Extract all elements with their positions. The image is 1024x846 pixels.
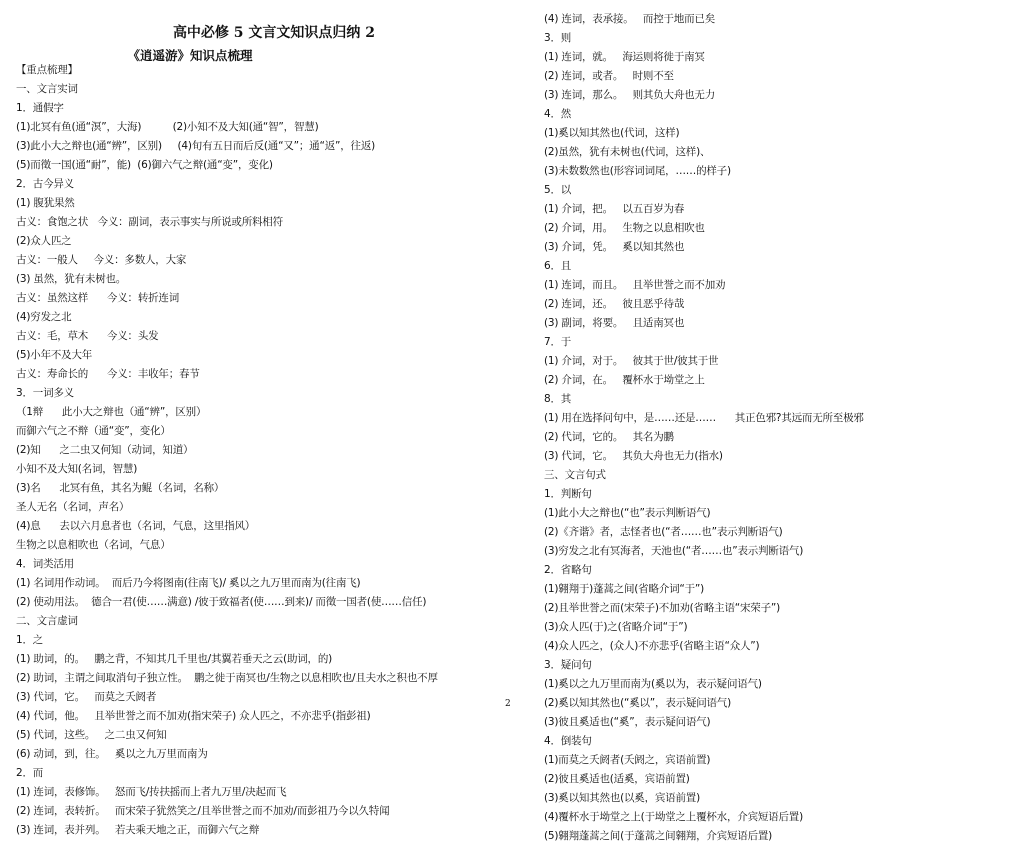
- text-line: (3)众人匹(于)之(省略介词“于”): [544, 621, 688, 633]
- text-line: 2．古今异义: [16, 178, 74, 190]
- text-line: (4)穷发之北: [16, 311, 72, 323]
- page-number: 2: [505, 699, 511, 709]
- text-line: (5)而徵一国(通“耐”，能) (6)御六气之辩(通“变”，变化): [16, 159, 273, 171]
- text-line: 6．且: [544, 260, 572, 272]
- text-line: (2)知 之二虫又何知（动词，知道）: [16, 444, 194, 456]
- text-line: (3)名 北冥有鱼，其名为鲲（名词，名称）: [16, 482, 225, 494]
- text-line: 二、文言虚词: [16, 615, 78, 627]
- text-line: (1) 连词，表修饰。 怒而飞/抟扶摇而上者九万里/决起而飞: [16, 786, 287, 798]
- text-line: (1) 用在选择问句中，是……还是…… 其正色邪?其远而无所至极邪: [544, 412, 864, 424]
- text-line: (1) 连词，就。 海运则将徙于南冥: [544, 51, 705, 63]
- text-line: (3)穷发之北有冥海者，天池也(“者……也”表示判断语气): [544, 545, 804, 557]
- text-line: 生物之以息相吹也（名词，气息）: [16, 539, 171, 551]
- text-line: (4)众人匹之，(众人)不亦悲乎(省略主语“众人”): [544, 640, 760, 652]
- text-line: (2) 介词，在。 覆杯水于坳堂之上: [544, 374, 705, 386]
- text-line: 古义：一般人 今义：多数人，大家: [16, 254, 187, 266]
- text-line: 三、文言句式: [544, 469, 606, 481]
- text-line: （1辩 此小大之辩也（通“辨”，区别）: [16, 406, 207, 418]
- text-line: 圣人无名（名词，声名）: [16, 501, 130, 513]
- text-line: 1．通假字: [16, 102, 64, 114]
- right-column-text: [544, 10, 864, 846]
- text-line: (2) 助词，主谓之间取消句子独立性。 鹏之徙于南冥也/生物之以息相吹也/且夫水之积也不厚: [16, 672, 438, 684]
- text-line: 3．则: [544, 32, 572, 44]
- text-line: (3) 连词，那么。 则其负大舟也无力: [544, 89, 716, 101]
- text-line: (5) 代词，这些。 之二虫又何知: [16, 729, 167, 741]
- text-line: (3)彼且奚适也(“奚”，表示疑问语气): [544, 716, 711, 728]
- text-line: (1) 助词，的。 鹏之背，不知其几千里也/其翼若垂天之云(助词，的): [16, 653, 333, 665]
- text-line: 3．一词多义: [16, 387, 74, 399]
- text-line: (4)覆杯水于坳堂之上(于坳堂之上覆杯水，介宾短语后置): [544, 811, 803, 823]
- text-line: (2)众人匹之: [16, 235, 72, 247]
- text-line: (3) 代词，它。 而莫之夭阏者: [16, 691, 157, 703]
- text-line: (2)奚以知其然也(“奚以”，表示疑问语气): [544, 697, 732, 709]
- text-line: (2)《齐谐》者，志怪者也(“者……也”表示判断语气): [544, 526, 783, 538]
- text-line: 4．词类活用: [16, 558, 74, 570]
- text-line: 2．而: [16, 767, 44, 779]
- text-line: (2) 代词，它的。 其名为鹏: [544, 431, 674, 443]
- text-line: (1) 名词用作动词。 而后乃今将图南(往南飞)/ 奚以之九万里而南为(往南飞): [16, 577, 361, 589]
- text-line: 1．之: [16, 634, 44, 646]
- text-line: 1．判断句: [544, 488, 592, 500]
- text-line: (6) 动词，到，往。 奚以之九万里而南为: [16, 748, 208, 760]
- text-line: 而御六气之不辩（通“变”，变化）: [16, 425, 171, 437]
- text-line: (3) 代词，它。 其负大舟也无力(指水): [544, 450, 723, 462]
- text-line: (1)北冥有鱼(通“溟”，大海) (2)小知不及大知(通“智”，智慧): [16, 121, 319, 133]
- text-line: 小知不及大知(名词，智慧): [16, 463, 138, 475]
- text-line: (2) 连词，或者。 时则不至: [544, 70, 674, 82]
- text-line: (2) 连词，还。 彼且恶乎待哉: [544, 298, 685, 310]
- left-column-text: [16, 61, 438, 840]
- text-line: 5．以: [544, 184, 572, 196]
- text-line: 2．省略句: [544, 564, 592, 576]
- text-line: (1)奚以之九万里而南为(奚以为，表示疑问语气): [544, 678, 762, 690]
- text-line: (2)虽然，犹有未树也(代词，这样)、: [544, 146, 711, 158]
- text-line: (1)奚以知其然也(代词，这样): [544, 127, 680, 139]
- text-line: 古义：毛，草木 今义：头发: [16, 330, 159, 342]
- text-line: (2) 连词，表转折。 而宋荣子犹然笑之/且举世誉之而不加劝/而彭祖乃今以久特闻: [16, 805, 390, 817]
- text-line: (1)翱翔于)蓬蒿之间(省略介词“于”): [544, 583, 705, 595]
- text-line: (1) 介词，把。 以五百岁为春: [544, 203, 685, 215]
- text-line: (5)小年不及大年: [16, 349, 93, 361]
- text-line: (4) 代词，他。 且举世誉之而不加劝(指宋荣子) 众人匹之，不亦悲乎(指彭祖): [16, 710, 371, 722]
- text-line: 【重点梳理】: [16, 64, 78, 76]
- text-line: 一、文言实词: [16, 83, 78, 95]
- text-line: (3)此小大之辩也(通“辨”，区别) (4)旬有五日而后反(通“又”；通“返”，往返): [16, 140, 376, 152]
- text-line: (1)而莫之夭阏者(夭阏之，宾语前置): [544, 754, 711, 766]
- text-line: 4．倒装句: [544, 735, 592, 747]
- text-line: (3)奚以知其然也(以奚，宾语前置): [544, 792, 700, 804]
- text-line: (3) 虽然，犹有未树也。: [16, 273, 127, 285]
- text-line: 古义：食饱之状 今义：副词，表示事实与所说或所料相符: [16, 216, 283, 228]
- document-title: 高中必修 5 文言文知识点归纳 2: [172, 25, 376, 41]
- text-line: (1) 连词，而且。 且举世誉之而不加劝: [544, 279, 726, 291]
- text-line: (1)此小大之辩也(“也”表示判断语气): [544, 507, 711, 519]
- text-line: (1) 介词，对于。 彼其于世/彼其于世: [544, 355, 719, 367]
- text-line: (4)息 去以六月息者也（名词，气息，这里指风）: [16, 520, 256, 532]
- text-line: (2)且举世誉之而(宋荣子)不加劝(省略主语“宋荣子”): [544, 602, 781, 614]
- text-line: 3．疑问句: [544, 659, 592, 671]
- text-line: (4) 连词，表承接。 而控于地而已矣: [544, 13, 716, 25]
- text-line: (1) 腹犹果然: [16, 197, 75, 209]
- text-line: (2) 使动用法。 德合一君(使……满意) /彼于致福者(使……到来)/ 而徵一国者(使……信任): [16, 596, 427, 608]
- text-line: 古义：寿命长的 今义：丰收年；春节: [16, 368, 200, 380]
- text-line: 古义：虽然这样 今义：转折连词: [16, 292, 180, 304]
- text-line: (3)未数数然也(形容词词尾，……的样子): [544, 165, 731, 177]
- section-subtitle: 《逍遥游》知识点梳理: [127, 48, 253, 63]
- text-line: (5)翱翔蓬蒿之间(于蓬蒿之间翱翔，介宾短语后置): [544, 830, 773, 842]
- text-line: (3) 副词，将要。 且适南冥也: [544, 317, 685, 329]
- text-line: 8．其: [544, 393, 572, 405]
- text-line: (3) 连词，表并列。 若夫乘天地之正，而御六气之辩: [16, 824, 260, 836]
- text-line: (3) 介词，凭。 奚以知其然也: [544, 241, 685, 253]
- text-line: 7．于: [544, 336, 572, 348]
- text-line: (2) 介词，用。 生物之以息相吹也: [544, 222, 705, 234]
- text-line: (2)彼且奚适也(适奚，宾语前置): [544, 773, 690, 785]
- text-line: 4．然: [544, 108, 572, 120]
